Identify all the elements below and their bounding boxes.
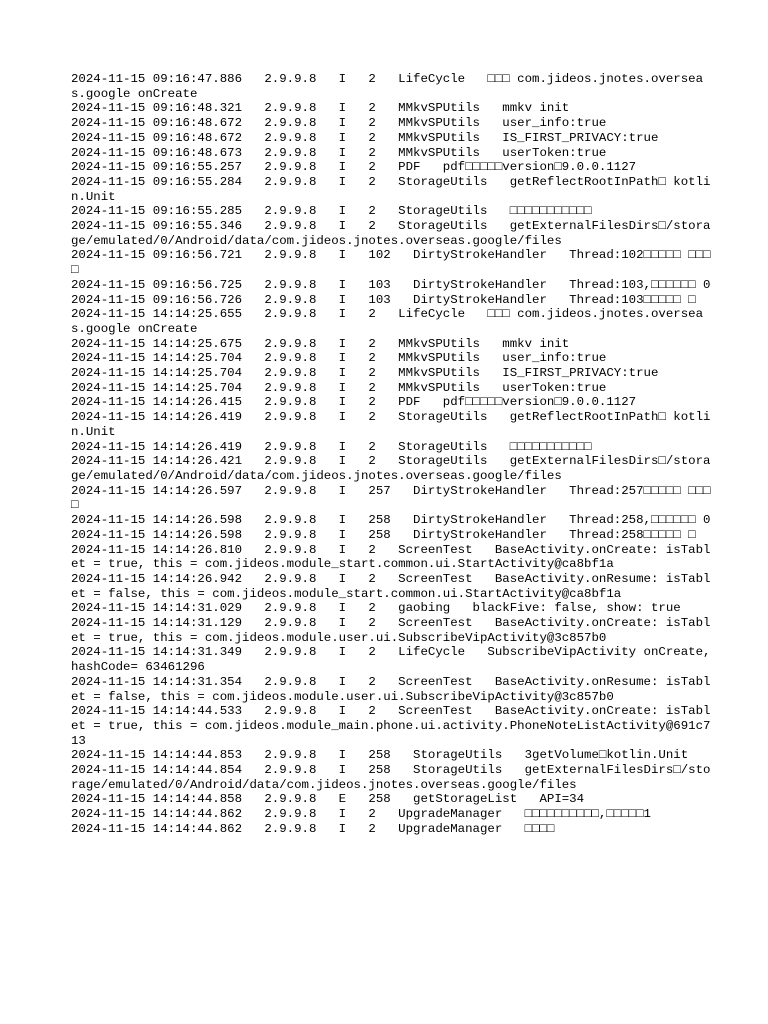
log-line: 2024-11-15 09:16:56.725 2.9.9.8 I 103 DirtyStrokeHandler Thread:103,□□□□□□ 0 [71, 277, 711, 292]
log-document [71, 72, 718, 837]
log-line: 2024-11-15 09:16:56.721 2.9.9.8 I 102 DirtyStrokeHandler Thread:102□□□□□ □□□□ [71, 248, 711, 278]
log-line: 2024-11-15 09:16:55.284 2.9.9.8 I 2 StorageUtils getReflectRootInPath□ kotlin.Unit [71, 174, 711, 204]
log-line: 2024-11-15 14:14:44.862 2.9.9.8 I 2 UpgradeManager □□□□ [71, 821, 555, 836]
log-line: 2024-11-15 14:14:26.942 2.9.9.8 I 2 ScreenTest BaseActivity.onResume: isTablet = false, this = com.jideos.module_start.common.ui.StartActivity@ca8bf1a [71, 571, 711, 601]
log-line: 2024-11-15 14:14:26.421 2.9.9.8 I 2 StorageUtils getExternalFilesDirs□/storage/emulated/0/Android/data/com.jideos.jnotes.overseas.google/files [71, 454, 711, 483]
log-line: 2024-11-15 14:14:25.675 2.9.9.8 I 2 MMkvSPUtils mmkv init [71, 336, 570, 351]
log-line: 2024-11-15 14:14:31.129 2.9.9.8 I 2 ScreenTest BaseActivity.onCreate: isTablet = true, this = com.jideos.module.user.ui.SubscribeVipActivity@3c857b0 [71, 616, 711, 645]
log-line: 2024-11-15 14:14:25.704 2.9.9.8 I 2 MMkvSPUtils IS_FIRST_PRIVACY:true [71, 366, 659, 381]
log-line: 2024-11-15 14:14:26.419 2.9.9.8 I 2 StorageUtils □□□□□□□□□□□ [71, 439, 592, 454]
log-line: 2024-11-15 09:16:48.672 2.9.9.8 I 2 MMkvSPUtils user_info:true [71, 116, 607, 131]
log-line: 2024-11-15 14:14:26.415 2.9.9.8 I 2 PDF pdf□□□□□version□9.0.0.1127 [71, 395, 637, 410]
log-line: 2024-11-15 14:14:44.853 2.9.9.8 I 258 StorageUtils 3getVolume□kotlin.Unit [71, 748, 689, 763]
log-line: 2024-11-15 14:14:25.704 2.9.9.8 I 2 MMkvSPUtils userToken:true [71, 380, 607, 395]
log-line: 2024-11-15 14:14:44.858 2.9.9.8 E 258 getStorageList API=34 [71, 792, 585, 807]
log-line: 2024-11-15 09:16:55.285 2.9.9.8 I 2 StorageUtils □□□□□□□□□□□ [71, 204, 592, 219]
log-line: 2024-11-15 14:14:31.029 2.9.9.8 I 2 gaobing blackFive: false, show: true [71, 601, 681, 616]
log-line: 2024-11-15 09:16:55.257 2.9.9.8 I 2 PDF pdf□□□□□version□9.0.0.1127 [71, 160, 637, 175]
log-line: 2024-11-15 09:16:48.321 2.9.9.8 I 2 MMkvSPUtils mmkv init [71, 101, 570, 116]
log-line: 2024-11-15 14:14:26.810 2.9.9.8 I 2 ScreenTest BaseActivity.onCreate: isTablet = true, this = com.jideos.module_start.common.ui.StartActivity@ca8bf1a [71, 542, 711, 572]
log-line: 2024-11-15 14:14:26.598 2.9.9.8 I 258 DirtyStrokeHandler Thread:258,□□□□□□ 0 [71, 513, 711, 528]
log-line: 2024-11-15 09:16:47.886 2.9.9.8 I 2 LifeCycle □□□ com.jideos.jnotes.overseas.google onCreate [71, 72, 704, 101]
log-line: 2024-11-15 09:16:55.346 2.9.9.8 I 2 StorageUtils getExternalFilesDirs□/storage/emulated/0/Android/data/com.jideos.jnotes.overseas.google/files [71, 219, 711, 248]
log-line: 2024-11-15 14:14:25.704 2.9.9.8 I 2 MMkvSPUtils user_info:true [71, 351, 607, 366]
log-line: 2024-11-15 14:14:25.655 2.9.9.8 I 2 LifeCycle □□□ com.jideos.jnotes.overseas.google onCreate [71, 307, 704, 336]
log-line: 2024-11-15 14:14:26.597 2.9.9.8 I 257 DirtyStrokeHandler Thread:257□□□□□ □□□□ [71, 483, 711, 513]
log-line: 2024-11-15 14:14:31.349 2.9.9.8 I 2 LifeCycle SubscribeVipActivity onCreate, hashCode= 63461296 [71, 645, 718, 675]
log-line: 2024-11-15 14:14:26.419 2.9.9.8 I 2 StorageUtils getReflectRootInPath□ kotlin.Unit [71, 410, 711, 439]
log-line: 2024-11-15 09:16:48.672 2.9.9.8 I 2 MMkvSPUtils IS_FIRST_PRIVACY:true [71, 130, 659, 145]
log-line: 2024-11-15 14:14:44.854 2.9.9.8 I 258 StorageUtils getExternalFilesDirs□/storage/emulated/0/Android/data/com.jideos.jnotes.overseas.google/files [71, 763, 711, 792]
log-line: 2024-11-15 14:14:31.354 2.9.9.8 I 2 ScreenTest BaseActivity.onResume: isTablet = false, this = com.jideos.module.user.ui.SubscribeVipActivity@3c857b0 [71, 674, 711, 704]
log-line: 2024-11-15 14:14:44.533 2.9.9.8 I 2 ScreenTest BaseActivity.onCreate: isTablet = true, this = com.jideos.module_main.phone.ui.activity.PhoneNoteListActivity@691c713 [71, 704, 711, 748]
log-line: 2024-11-15 09:16:48.673 2.9.9.8 I 2 MMkvSPUtils userToken:true [71, 145, 607, 160]
log-line: 2024-11-15 14:14:26.598 2.9.9.8 I 258 DirtyStrokeHandler Thread:258□□□□□ □ [71, 527, 696, 542]
log-line: 2024-11-15 14:14:44.862 2.9.9.8 I 2 UpgradeManager □□□□□□□□□□,□□□□□1 [71, 807, 651, 822]
log-line: 2024-11-15 09:16:56.726 2.9.9.8 I 103 DirtyStrokeHandler Thread:103□□□□□ □ [71, 292, 696, 307]
